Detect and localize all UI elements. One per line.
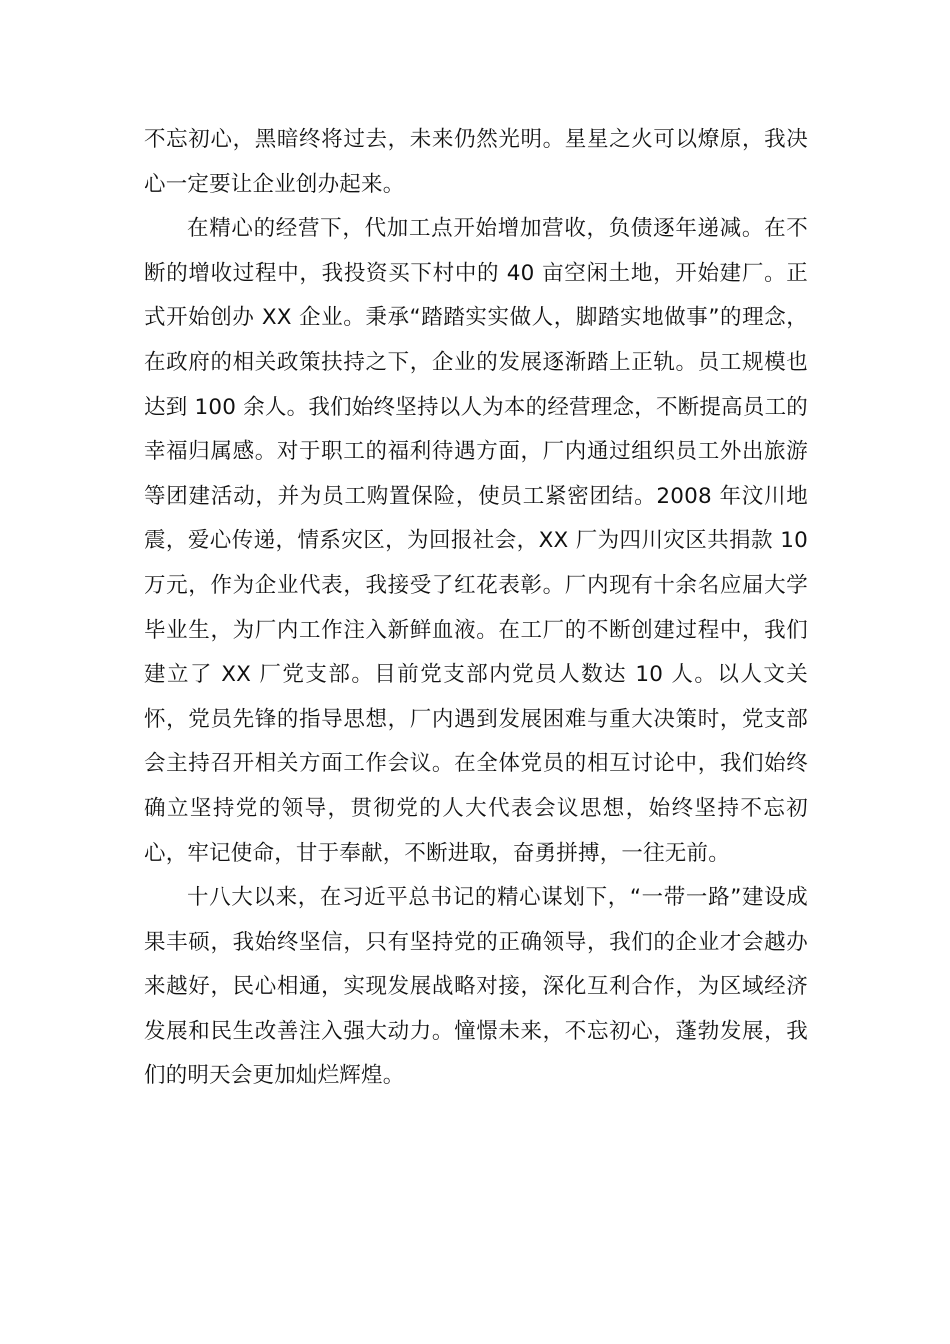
- document-body: [144, 118, 808, 1099]
- paragraph-2: 在精心的经营下，代加工点开始增加营收，负债逐年递减。在不断的增收过程中，我投资买下村中的 40 亩空闲土地，开始建厂。正式开始创办 XX 企业。秉承“踏踏实实做人，脚踏实地做事”的理念，在政府的相关政策扶持之下，企业的发展逐渐踏上正轨。员工规模也达到 100 余人。我们始终坚持以人为本的经营理念，不断提高员工的幸福归属感。对于职工的福利待遇方面，厂内通过组织员工外出旅游等团建活动，并为员工购置保险，使员工紧密团结。2008 年汶川地震，爱心传递，情系灾区，为回报社会，XX 厂为四川灾区共捐款 10 万元，作为企业代表，我接受了红花表彰。厂内现有十余名应届大学毕业生，为厂内工作注入新鲜血液。在工厂的不断创建过程中，我们建立了 XX 厂党支部。目前党支部内党员人数达 10 人。以人文关怀，党员先锋的指导思想，厂内遇到发展困难与重大决策时，党支部会主持召开相关方面工作会议。在全体党员的相互讨论中，我们始终确立坚持党的领导，贯彻党的人大代表会议思想，始终坚持不忘初心，牢记使命，甘于奉献，不断进取，奋勇拼搏，一往无前。: [144, 216, 808, 866]
- paragraph-1: 不忘初心，黑暗终将过去，未来仍然光明。星星之火可以燎原，我决心一定要让企业创办起来。: [144, 127, 808, 197]
- paragraph-3: 十八大以来，在习近平总书记的精心谋划下，“一带一路”建设成果丰硕，我始终坚信，只有坚持党的正确领导，我们的企业才会越办来越好，民心相通，实现发展战略对接，深化互利合作，为区域经济发展和民生改善注入强大动力。憧憬未来，不忘初心，蓬勃发展，我们的明天会更加灿烂辉煌。: [144, 885, 808, 1089]
